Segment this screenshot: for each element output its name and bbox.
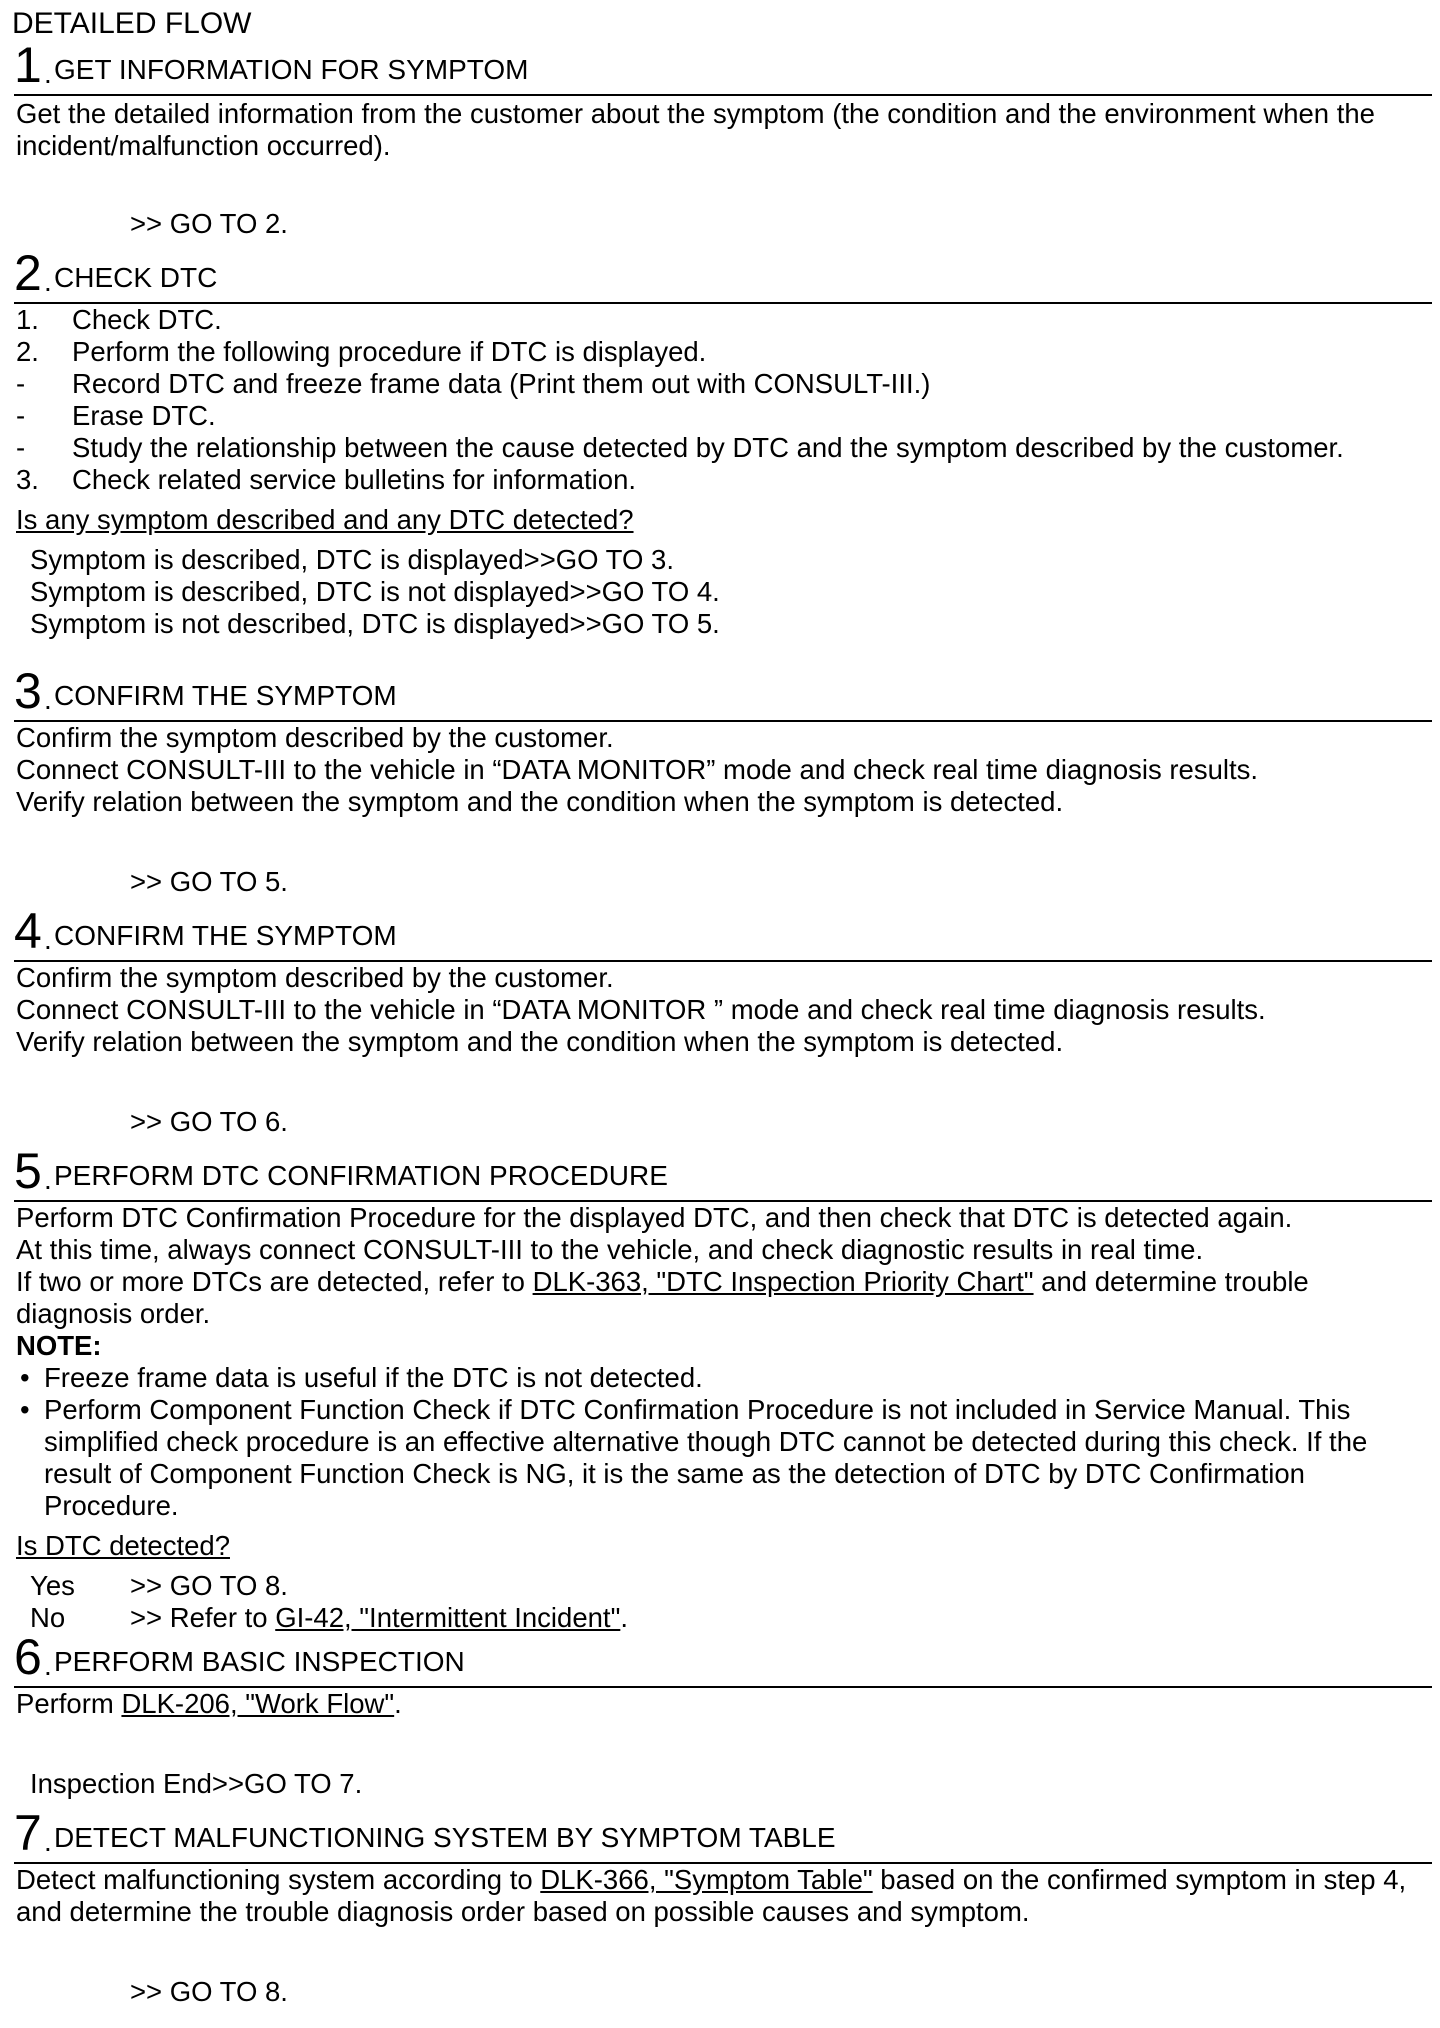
body-line: At this time, always connect CONSULT-III to the vehicle, and check diagnostic results in real time.: [16, 1234, 1204, 1265]
note-bullet: • Freeze frame data is useful if the DTC is not detected.: [20, 1362, 703, 1393]
step-title: GET INFORMATION FOR SYMPTOM: [54, 54, 529, 85]
body-line: Detect malfunctioning system according to DLK-366, "Symptom Table" based on the confirmed symptom in step 4, and determine the trouble diagnosis order based on possible causes and symptom.: [16, 1864, 1407, 1927]
body-line: Perform DLK-206, "Work Flow".: [16, 1688, 402, 1719]
dtc-priority-chart-link[interactable]: DLK-363, "DTC Inspection Priority Chart": [532, 1266, 1034, 1297]
step-question: Is DTC detected?: [16, 1530, 230, 1561]
answer-list: [0, 1570, 1440, 1634]
step-list: [0, 304, 1440, 536]
step-title: CHECK DTC: [54, 262, 218, 293]
go-to-text: >> GO TO 6.: [130, 1106, 288, 1137]
answer-item: Symptom is described, DTC is displayed>>GO TO 3.: [30, 544, 674, 575]
list-item: 1. Check DTC.: [16, 304, 222, 335]
body-line: Perform DTC Confirmation Procedure for the displayed DTC, and then check that DTC is detected again.: [16, 1202, 1293, 1233]
go-to-text: >> GO TO 5.: [130, 866, 288, 897]
answer-item: Symptom is described, DTC is not displayed>>GO TO 4.: [30, 576, 720, 607]
body-line: Connect CONSULT-III to the vehicle in “DATA MONITOR ” mode and check real time diagnosis results.: [16, 994, 1266, 1025]
list-item: - Record DTC and freeze frame data (Print them out with CONSULT-III.): [16, 368, 931, 399]
body-line: Verify relation between the symptom and the condition when the symptom is detected.: [16, 786, 1064, 817]
list-item: 3. Check related service bulletins for information.: [16, 464, 637, 495]
answer-yes: Yes >> GO TO 8.: [30, 1570, 288, 1601]
step-number: 5: [14, 1143, 42, 1199]
answer-list: [0, 544, 1440, 640]
step-2: 2 . CHECK DTC 1. Check DTC. 2. Perform the following procedure if DTC is displayed. - Record DTC and freeze frame data (Print them out with CONSULT-III.) - Erase DTC. - Study the relationship between the cause detected by DTC and the symptom described by the customer. 3. Check related service bulletins for information. Is any symptom described and any DTC detected? Symptom is described, DTC is displayed>>GO TO 3. Symptom is described, DTC is not displayed>>GO TO 4. Symptom is not described, DTC is displayed>>GO TO 5.: [0, 252, 1440, 640]
step-number: 7: [14, 1805, 42, 1861]
go-to-text: >> GO TO 2.: [130, 208, 288, 239]
step-number: 6: [14, 1629, 42, 1685]
answer-item: Symptom is not described, DTC is displayed>>GO TO 5.: [30, 608, 720, 639]
step-3: 3 . CONFIRM THE SYMPTOM Confirm the symptom described by the customer. Connect CONSULT-III to the vehicle in “DATA MONITOR” mode and check real time diagnosis results. Verify relation between the symptom and the condition when the symptom is detected. >> GO TO 5.: [0, 670, 1440, 898]
step-7: 7 . DETECT MALFUNCTIONING SYSTEM BY SYMPTOM TABLE Detect malfunctioning system according to DLK-366, "Symptom Table" based on the confirmed symptom in step 4, and determine the trouble diagnosis order based on possible causes and symptom. >> GO TO 8.: [0, 1812, 1440, 2008]
answer-no: No >> Refer to GI-42, "Intermittent Incident".: [30, 1602, 628, 1633]
step-body: Get the detailed information from the customer about the symptom (the condition and the environment when the incident/malfunction occurred).: [16, 98, 1375, 161]
go-to-text: >> GO TO 8.: [130, 1976, 288, 2007]
step-1: 1 . GET INFORMATION FOR SYMPTOM Get the detailed information from the customer about the symptom (the condition and the environment when the incident/malfunction occurred). >> GO TO 2.: [0, 44, 1440, 240]
page-header: DETAILED FLOW: [12, 7, 252, 40]
step-4: 4 . CONFIRM THE SYMPTOM Confirm the symptom described by the customer. Connect CONSULT-III to the vehicle in “DATA MONITOR ” mode and check real time diagnosis results. Verify relation between the symptom and the condition when the symptom is detected. >> GO TO 6.: [0, 910, 1440, 1138]
intermittent-incident-link[interactable]: GI-42, "Intermittent Incident": [275, 1602, 621, 1633]
go-to-text: Inspection End>>GO TO 7.: [30, 1768, 363, 1799]
symptom-table-link[interactable]: DLK-366, "Symptom Table": [540, 1864, 873, 1895]
body-line: Connect CONSULT-III to the vehicle in “DATA MONITOR” mode and check real time diagnosis results.: [16, 754, 1259, 785]
list-item: 2. Perform the following procedure if DTC is displayed.: [16, 336, 707, 367]
note-title: NOTE:: [16, 1330, 102, 1361]
list-item: - Erase DTC.: [16, 400, 216, 431]
step-number: 2: [14, 245, 42, 301]
list-item: - Study the relationship between the cause detected by DTC and the symptom described by the customer.: [16, 432, 1344, 463]
step-6: 6 . PERFORM BASIC INSPECTION Perform DLK-206, "Work Flow". Inspection End>>GO TO 7.: [0, 1636, 1440, 1800]
step-title: CONFIRM THE SYMPTOM: [54, 680, 397, 711]
step-number: 1: [14, 37, 42, 93]
step-number: 4: [14, 903, 42, 959]
body-line: Confirm the symptom described by the customer.: [16, 962, 614, 993]
step-title: CONFIRM THE SYMPTOM: [54, 920, 397, 951]
note-bullet: • Perform Component Function Check if DTC Confirmation Procedure is not included in Service Manual. This simplified check procedure is an effective alternative though DTC cannot be detected during this check. If the result of Component Function Check is NG, it is the same as the detection of DTC by DTC Confirmation Procedure.: [20, 1394, 1368, 1521]
work-flow-link[interactable]: DLK-206, "Work Flow": [121, 1688, 395, 1719]
body-line: Verify relation between the symptom and the condition when the symptom is detected.: [16, 1026, 1064, 1057]
step-title: PERFORM DTC CONFIRMATION PROCEDURE: [54, 1160, 668, 1191]
step-number: 3: [14, 663, 42, 719]
step-5: 5 . PERFORM DTC CONFIRMATION PROCEDURE Perform DTC Confirmation Procedure for the displayed DTC, and then check that DTC is detected again. At this time, always connect CONSULT-III to the vehicle, and check diagnostic results in real time. If two or more DTCs are detected, refer to DLK-363, "DTC Inspection Priority Chart" and determine trouble diagnosis order. NOTE: • Freeze frame data is useful if the DTC is not detected. • Perform Component Function Check if DTC Confirmation Procedure is not included in Service Manual. This simplified check procedure is an effective alternative though DTC cannot be detected during this check. If the result of Component Function Check is NG, it is the same as the detection of DTC by DTC Confirmation Procedure. Is DTC detected? Yes >> GO TO 8. No >> Refer to GI-42, "Intermittent Incident".: [0, 1150, 1440, 1634]
step-title: DETECT MALFUNCTIONING SYSTEM BY SYMPTOM TABLE: [54, 1822, 836, 1853]
body-line: Confirm the symptom described by the customer.: [16, 722, 614, 753]
step-question: Is any symptom described and any DTC detected?: [16, 504, 634, 535]
body-line: If two or more DTCs are detected, refer to DLK-363, "DTC Inspection Priority Chart" and determine trouble diagnosis order.: [16, 1266, 1309, 1329]
step-title: PERFORM BASIC INSPECTION: [54, 1646, 465, 1677]
